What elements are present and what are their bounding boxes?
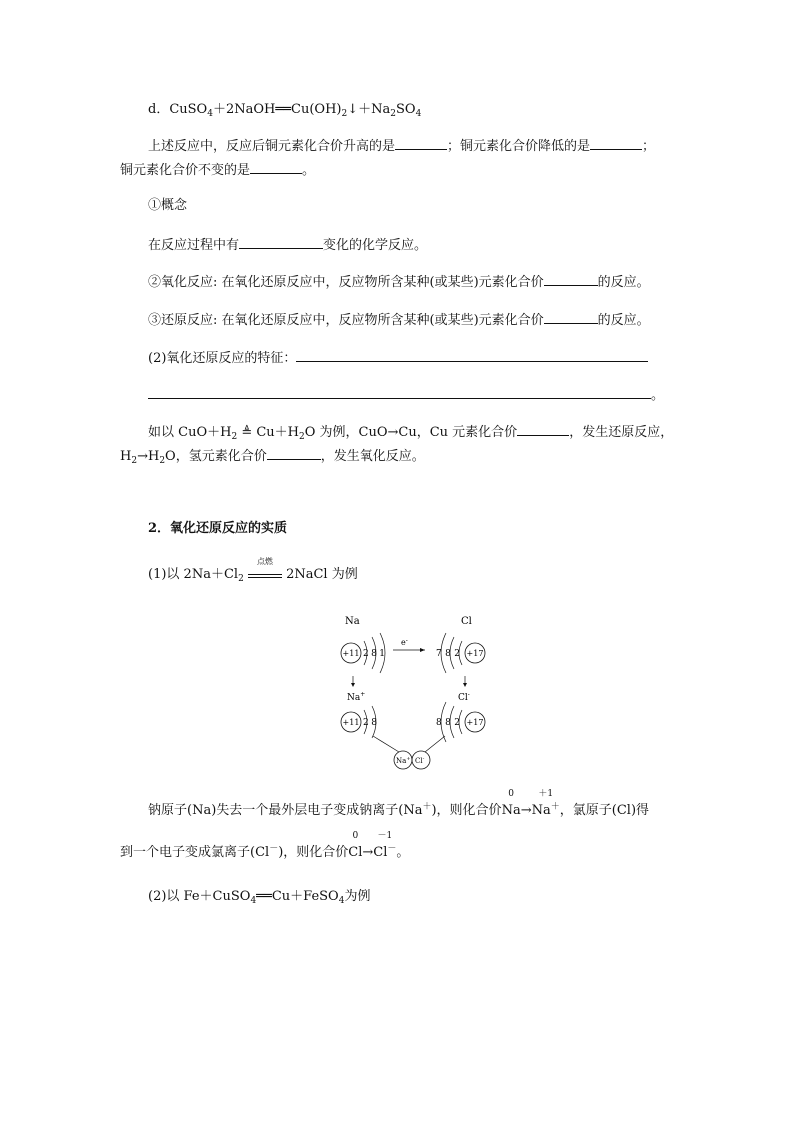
element-symbol: Na (531, 803, 551, 818)
pair-cl-label: Cl- (415, 756, 425, 765)
definition-text: 的反应。 (597, 275, 650, 290)
na-label: Na (345, 616, 360, 627)
reduction-definition (148, 311, 650, 329)
example-text: O 为例，CuO→Cu，Cu 元素化合价 (304, 425, 518, 440)
question-text: 。 (302, 163, 316, 178)
na-ion-nucleus-charge: +11 (342, 718, 360, 727)
arrow: → (362, 845, 374, 860)
equals-sign: ══ (275, 102, 292, 117)
example-text: O，氢元素化合价 (165, 449, 267, 464)
definition-text: 变化的化学反应。 (323, 238, 428, 253)
explain-text: 。 (396, 845, 410, 860)
superscript: － (387, 844, 397, 854)
na-plus-valence (531, 789, 560, 819)
explain-text: 钠原子(Na)失去一个最外层电子变成钠离子(Na (148, 803, 423, 818)
pair-na-label: Na+ (396, 756, 411, 765)
example-text: 为例 (344, 889, 371, 904)
formula-part: CuSO (169, 102, 208, 117)
example-text: 2NaCl 为例 (286, 567, 358, 582)
definition-text: 的反应。 (597, 313, 650, 328)
cl-shell-electrons: 7 8 2 (436, 649, 460, 659)
condition-label: 点燃 (256, 557, 273, 566)
cl-ion-label: Cl- (458, 691, 470, 703)
oxidation-definition (148, 273, 650, 291)
example-text: 如以 CuO＋H (148, 425, 232, 440)
element-symbol: Na (501, 803, 521, 818)
concept-heading (148, 198, 187, 214)
bond-line-right (425, 736, 445, 752)
double-bar (248, 574, 282, 578)
arrow-head (351, 683, 355, 687)
example-text: →H (137, 449, 160, 464)
heading-text: ①概念 (148, 198, 188, 213)
subscript: 2 (238, 574, 244, 584)
superscript: － (269, 844, 279, 854)
atom-structure-diagram (333, 608, 493, 778)
subscript: 4 (250, 896, 257, 906)
answer-blank[interactable] (148, 386, 651, 399)
cl-minus-valence (373, 831, 397, 861)
example-na-cl (148, 557, 358, 584)
concept-definition (148, 236, 427, 254)
example-text: ≜ Cu＋H (237, 425, 300, 440)
answer-blank[interactable] (544, 311, 598, 324)
cl-zero-valence (348, 831, 363, 861)
section-title: 2．氧化还原反应的实质 (148, 521, 288, 536)
answer-blank[interactable] (250, 161, 302, 174)
na-ion-shell-electrons: 2 8 (363, 718, 377, 728)
subscript: 4 (415, 109, 422, 119)
valence-number: －1 (377, 831, 393, 841)
reaction-label: d． (148, 102, 170, 117)
explain-line-1 (148, 789, 650, 819)
na-shell-electrons: 2 8 1 (363, 649, 385, 659)
explain-text: )，则化合价 (431, 803, 502, 818)
na-zero-valence (501, 789, 521, 819)
example-line-1 (148, 423, 673, 441)
valence-number: 0 (352, 831, 359, 841)
explain-text: ，氯原子(Cl)得 (559, 803, 650, 818)
element-symbol: Cl (373, 845, 388, 860)
question-copper-valence (148, 137, 655, 155)
example-text: ，发生氧化反应。 (320, 449, 425, 464)
valence-number: ＋1 (538, 789, 554, 799)
answer-blank[interactable] (267, 447, 321, 460)
cl-ion-shell-electrons: 8 8 2 (436, 718, 460, 728)
formula-part: SO (396, 102, 416, 117)
superscript: ＋ (422, 802, 432, 812)
question-text: ； (642, 139, 656, 154)
definition-text: ②氧化反应: 在氧化还原反应中，反应物所含某种(或某些)元素化合价 (148, 275, 544, 290)
feature-question-cont (148, 386, 664, 404)
subscript: 2 (341, 109, 348, 119)
precipitate-arrow: ↓ (347, 102, 359, 117)
subscript: 2 (131, 456, 138, 466)
ignition-condition (248, 557, 282, 578)
na-ion-label: Na+ (347, 691, 366, 703)
question-copper-valence-cont (120, 161, 315, 179)
subscript: 2 (159, 456, 166, 466)
reaction-d-equation (148, 102, 421, 118)
answer-blank[interactable] (517, 423, 569, 436)
answer-blank[interactable] (544, 273, 598, 286)
cl-nucleus-charge: +17 (466, 649, 484, 658)
subscript: 2 (390, 109, 396, 119)
question-text: 上述反应中，反应后铜元素化合价升高的是 (148, 139, 396, 154)
answer-blank[interactable] (590, 137, 642, 150)
valence-number: 0 (508, 789, 514, 799)
arrow-head (463, 683, 467, 687)
electron-label: e- (401, 637, 408, 647)
element-symbol: Cl (348, 845, 363, 860)
subscript: 2 (299, 432, 305, 442)
feature-question (148, 349, 648, 367)
explain-line-2 (120, 831, 410, 861)
example-line-2 (120, 447, 425, 465)
cl-label: Cl (461, 616, 472, 627)
question-text: 。 (651, 388, 665, 403)
example-text: ，发生还原反应， (569, 425, 674, 440)
subscript: 4 (338, 896, 345, 906)
answer-blank[interactable] (395, 137, 447, 150)
section-2-title (148, 521, 287, 537)
arrow: → (520, 803, 532, 818)
na-nucleus-charge: +11 (342, 649, 360, 658)
explain-text: 到一个电子变成氯离子(Cl (120, 845, 270, 860)
example-fe-cuso4 (148, 889, 370, 905)
example-text: (1)以 2Na＋Cl (148, 567, 239, 582)
definition-text: 在反应过程中有 (148, 238, 240, 253)
answer-blank[interactable] (239, 236, 323, 249)
subscript: 4 (207, 109, 213, 119)
example-text: ══Cu＋FeSO (256, 889, 339, 904)
arrow-head (420, 648, 425, 652)
explain-text: )，则化合价 (278, 845, 349, 860)
superscript: ＋ (550, 802, 560, 812)
example-text: H (120, 449, 132, 464)
formula-part: ＋2NaOH (212, 102, 276, 117)
subscript: 2 (231, 432, 238, 442)
example-text: (2)以 Fe＋CuSO (148, 889, 251, 904)
bond-line-left (373, 736, 399, 752)
question-text: ；铜元素化合价降低的是 (447, 139, 591, 154)
formula-part: ＋Na (358, 102, 391, 117)
answer-blank[interactable] (296, 349, 648, 362)
question-text: 铜元素化合价不变的是 (120, 163, 251, 178)
question-text: (2)氧化还原反应的特征： (148, 351, 297, 366)
definition-text: ③还原反应: 在氧化还原反应中，反应物所含某种(或某些)元素化合价 (148, 313, 544, 328)
formula-part: Cu(OH) (291, 102, 342, 117)
cl-ion-nucleus-charge: +17 (466, 718, 484, 727)
